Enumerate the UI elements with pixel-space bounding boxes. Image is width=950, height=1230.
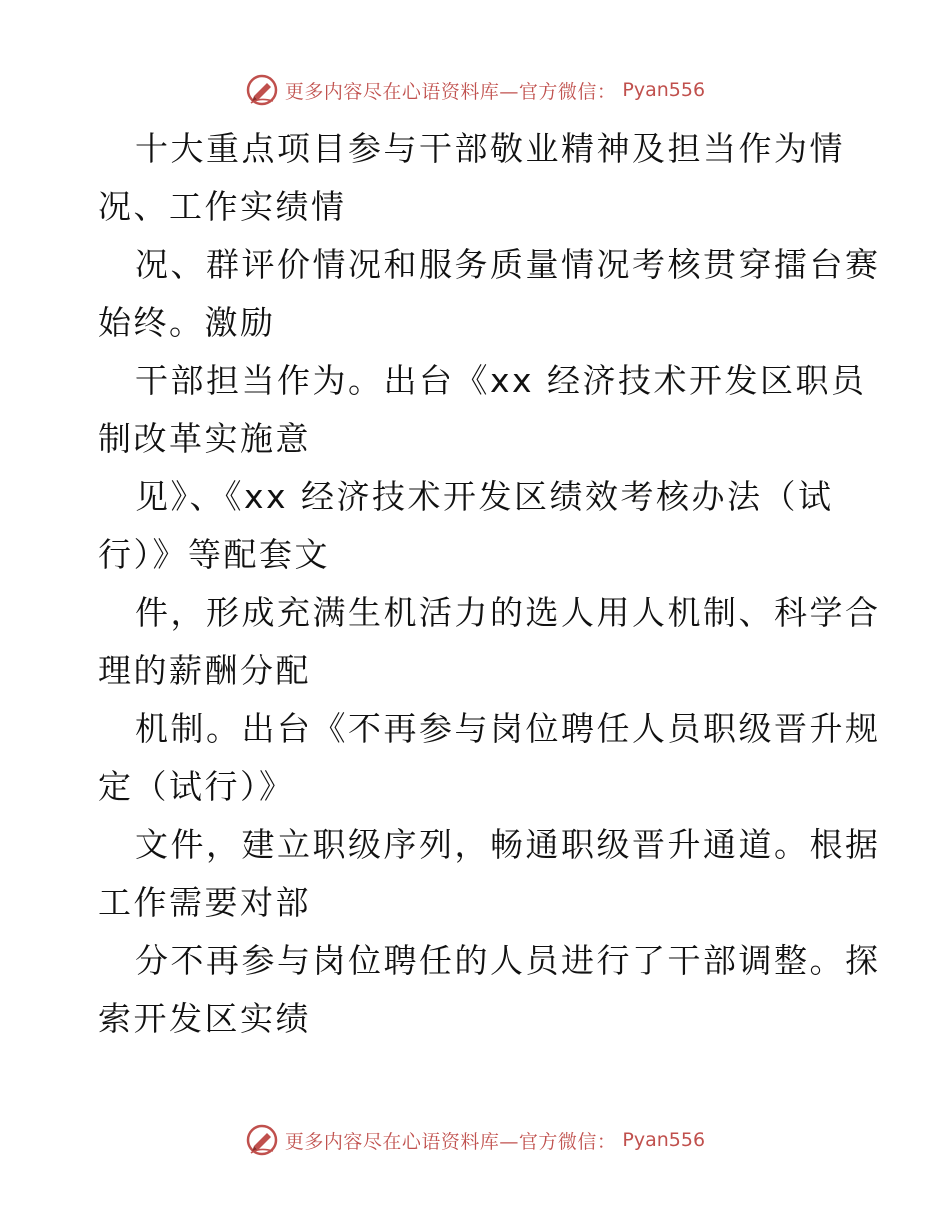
- document-body: [98, 120, 881, 1048]
- body-line: 始终。激励: [98, 303, 276, 342]
- body-line: 干部担当作为。出台《xx 经济技术开发区职员: [135, 361, 867, 400]
- body-line: 况、群评价情况和服务质量情况考核贯穿擂台赛: [135, 245, 881, 284]
- footer-banner-id: Pyan556: [622, 1129, 706, 1151]
- body-line: 件，形成充满生机活力的选人用人机制、科学合: [135, 593, 881, 632]
- header-banner-text: 更多内容尽在心语资料库—官方微信：: [284, 80, 617, 103]
- body-line: 工作需要对部: [98, 883, 311, 922]
- header-banner: [0, 70, 950, 110]
- pen-logo-icon: [245, 73, 279, 107]
- body-line: 见》、《xx 经济技术开发区绩效考核办法（试: [135, 477, 834, 516]
- body-line: 机制。出台《不再参与岗位聘任人员职级晋升规: [135, 709, 881, 748]
- body-line: 索开发区实绩: [98, 999, 311, 1038]
- footer-banner: [0, 1120, 950, 1160]
- pen-logo-icon: [245, 1123, 279, 1157]
- body-line: 行）》等配套文: [98, 535, 330, 574]
- footer-banner-text: 更多内容尽在心语资料库—官方微信：: [284, 1130, 617, 1153]
- body-line: 况、工作实绩情: [98, 187, 347, 226]
- body-line: 定（试行）》: [98, 767, 295, 806]
- body-line: 理的薪酬分配: [98, 651, 311, 690]
- body-line: 制改革实施意: [98, 419, 311, 458]
- body-line: 文件，建立职级序列，畅通职级晋升通道。根据: [135, 825, 881, 864]
- body-line: 十大重点项目参与干部敬业精神及担当作为情: [135, 129, 845, 168]
- body-line: 分不再参与岗位聘任的人员进行了干部调整。探: [135, 941, 881, 980]
- header-banner-id: Pyan556: [622, 79, 706, 101]
